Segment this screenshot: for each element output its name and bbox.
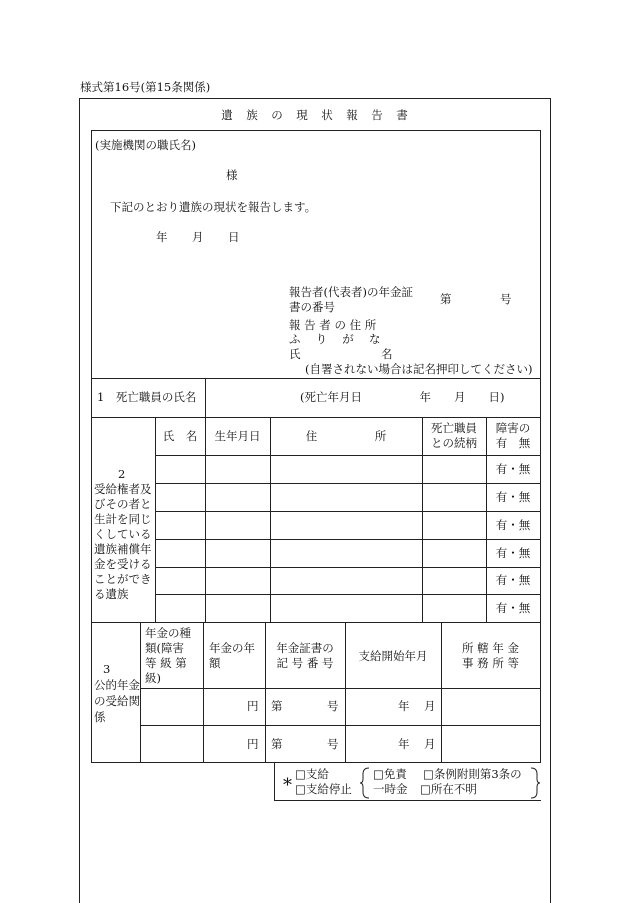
survivors-label [94, 482, 154, 602]
disability-choice[interactable]: 有・無 [495, 573, 531, 587]
pension-label-line: の受給関 [94, 694, 140, 708]
option-exempt[interactable]: □免責 [373, 767, 407, 781]
survivors-label-line: 金を受ける [94, 557, 152, 571]
date-month: 月 [192, 230, 204, 244]
cert-go: 号 [327, 699, 339, 713]
start-year: 年 [398, 699, 410, 713]
header-birth: 生年月日 [214, 429, 261, 443]
survivors-label-line: る遺族 [94, 587, 129, 601]
header-line: 所 轄 年 金 [462, 641, 519, 655]
header-pension-office [441, 641, 540, 671]
disability-choice[interactable]: 有・無 [495, 490, 531, 504]
yen-unit: 円 [247, 737, 259, 751]
furigana-label: ふ り が な [289, 332, 381, 346]
cert-go: 号 [500, 292, 512, 306]
header-name: 氏 名 [162, 429, 198, 443]
header-line: 類(障害 [145, 641, 184, 655]
survivors-number: 2 [118, 467, 126, 481]
header-address: 住 所 [305, 429, 387, 443]
survivors-label-line: くしている [94, 527, 152, 541]
cert-dai: 第 [440, 292, 452, 306]
header-line: 額 [209, 656, 221, 670]
date-year: 年 [156, 230, 168, 244]
header-disability-1: 障害の [495, 421, 531, 435]
start-month: 月 [424, 699, 436, 713]
survivors-label-line: ことができ [94, 572, 152, 586]
header-cert-number [265, 641, 345, 671]
survivors-label-line: びその者と [94, 497, 152, 511]
pension-label [94, 677, 140, 725]
disability-choice[interactable]: 有・無 [495, 518, 531, 532]
option-pay[interactable]: □支給 [295, 767, 329, 781]
cert-label-2: 書の番号 [289, 300, 335, 314]
option-article[interactable]: □条例附則第3条の [423, 767, 522, 781]
form-title: 遺 族 の 現 状 報 告 書 [221, 108, 409, 122]
deceased-name-label: 1 死亡職員の氏名 [97, 390, 197, 404]
pension-label-line: 公的年金 [94, 678, 140, 692]
start-year: 年 [398, 737, 410, 751]
header-relation-2: との続柄 [431, 436, 477, 450]
cert-dai: 第 [271, 699, 283, 713]
signature-note: (自署されない場合は記名押印してください) [305, 362, 533, 376]
header-pension-kind [145, 626, 203, 686]
header-line: 等 級 第 [145, 656, 187, 670]
option-stop[interactable]: □支給停止 [295, 782, 352, 796]
header-relation-1: 死亡職員 [431, 421, 477, 435]
disability-choice[interactable]: 有・無 [495, 601, 531, 615]
header-pension-amount [209, 641, 265, 671]
disability-choice[interactable]: 有・無 [495, 546, 531, 560]
header-line: 年金の種 [145, 626, 191, 640]
death-date-text: (死亡年月日 年 月 日) [300, 390, 505, 404]
date-day: 日 [228, 230, 240, 244]
pension-number: 3 [103, 662, 111, 676]
option-lump: 一時金 [373, 782, 408, 796]
option-unknown[interactable]: □所在不明 [420, 782, 477, 796]
form-number: 様式第16号(第15条関係) [80, 80, 211, 94]
survivors-label-line: 生計を同じ [94, 512, 152, 526]
header-disability-2: 有 無 [495, 436, 531, 450]
intro-text: 下記のとおり遺族の現状を報告します。 [110, 200, 317, 214]
header-line: 年金証書の [276, 641, 334, 655]
header-line: 事 務 所 等 [462, 656, 519, 670]
disability-choice[interactable]: 有・無 [495, 462, 531, 476]
institution-label: (実施機関の職氏名) [95, 138, 196, 152]
cert-go: 号 [327, 737, 339, 751]
address-label: 報 告 者 の 住 所 [289, 318, 377, 332]
cert-dai: 第 [271, 737, 283, 751]
asterisk-mark: * [283, 775, 292, 796]
pension-label-line: 係 [94, 710, 106, 724]
header-line: 記 号 番 号 [276, 656, 334, 670]
name-label: 氏 名 [289, 347, 393, 361]
yen-unit: 円 [247, 699, 259, 713]
cert-label-1: 報告者(代表者)の年金証 [289, 285, 413, 299]
header-line: 級) [145, 671, 161, 685]
header-start-date: 支給開始年月 [358, 649, 428, 663]
start-month: 月 [424, 737, 436, 751]
survivors-label-line: 遺族補償年 [94, 542, 152, 556]
survivors-label-line: 受給権者及 [94, 482, 152, 496]
sama-text: 様 [226, 168, 238, 182]
header-line: 年金の年 [209, 641, 255, 655]
